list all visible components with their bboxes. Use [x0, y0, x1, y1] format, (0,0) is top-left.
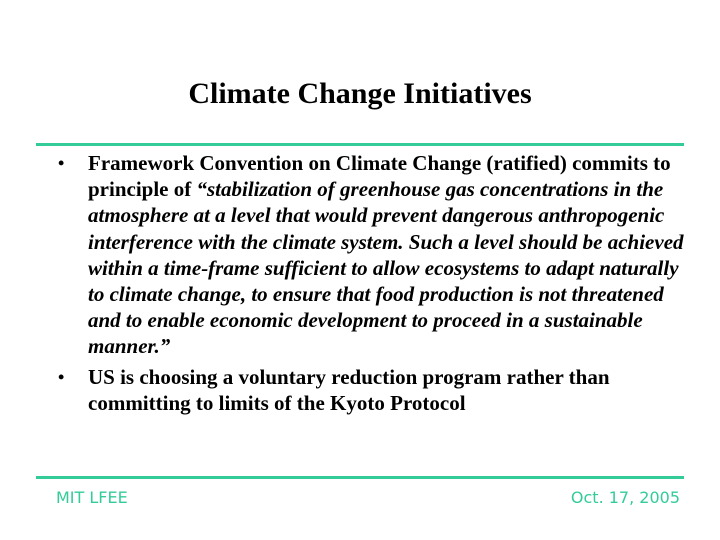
bullet-item-us-voluntary-program	[0, 364, 720, 416]
bullet-text: US is choosing a voluntary reduction program rather than committing to limits of the Kyoto Protocol	[88, 364, 610, 415]
footer-divider	[36, 476, 684, 479]
footer-organization: MIT LFEE	[56, 488, 128, 507]
bullet-quote: “stabilization of greenhouse gas concentrations in the atmosphere at a level that would prevent dangerous anthropogenic interference with the climate system. Such a level should be achieved within a time-frame sufficient to allow ecosystems to adapt naturally to climate change, to ensure that food production is not threatened and to enable economic development to proceed in a sustainable manner.”	[88, 177, 684, 359]
bullet-text: Framework Convention on Climate Change (ratified) commits to principle of	[88, 151, 671, 202]
bullet-item-framework-convention	[0, 150, 720, 360]
footer-date: Oct. 17, 2005	[570, 488, 680, 507]
slide-title: Climate Change Initiatives	[188, 77, 532, 110]
bullet-list	[0, 150, 720, 416]
title-divider	[36, 143, 684, 146]
bullet-icon: •	[58, 153, 65, 173]
bullet-icon: •	[58, 366, 65, 387]
